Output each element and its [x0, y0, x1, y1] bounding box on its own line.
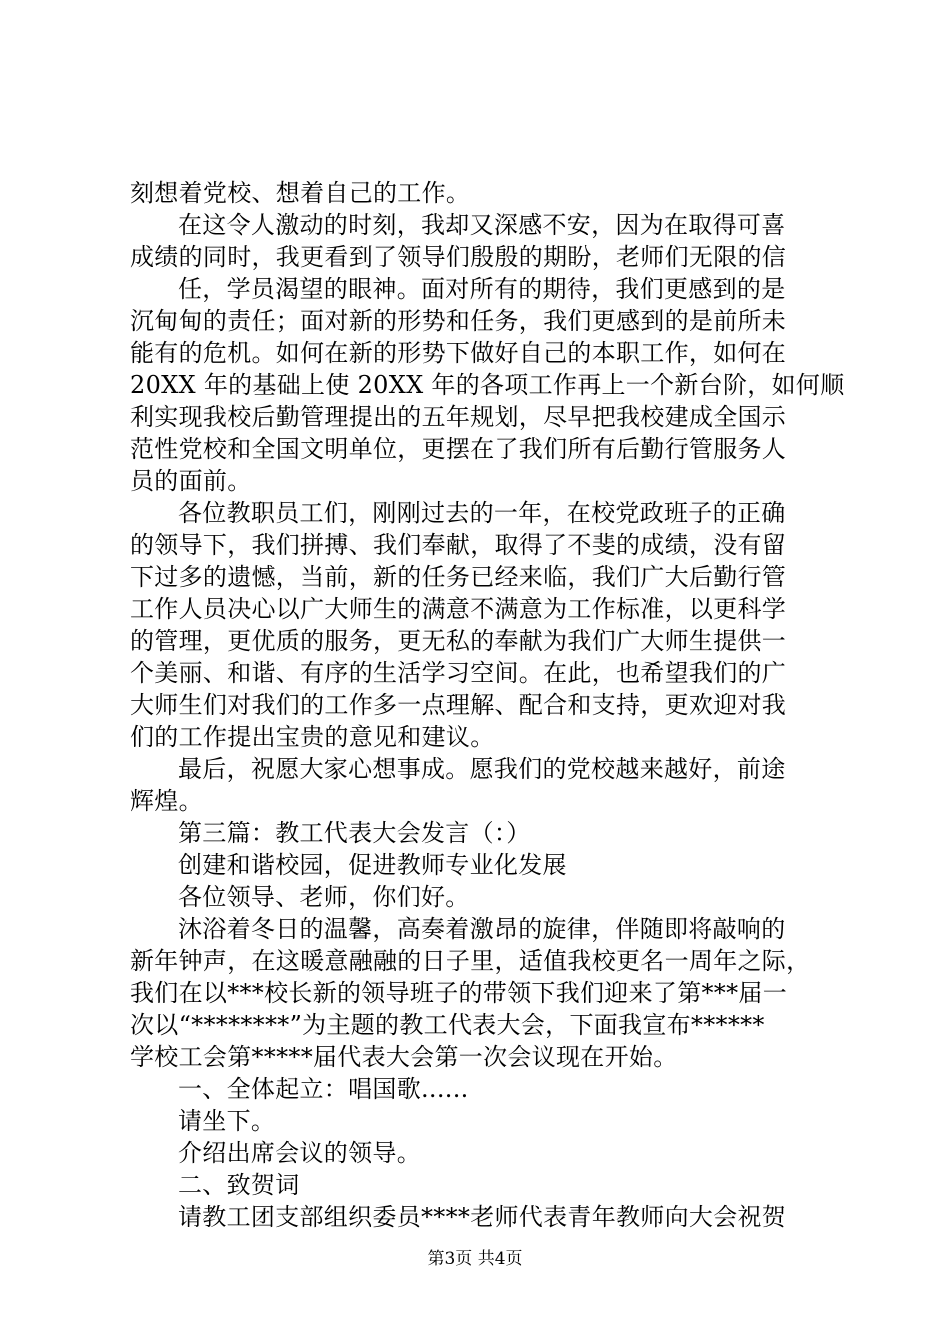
text-line: 下过多的遗憾，当前，新的任务已经来临，我们广大后勤行管: [130, 563, 787, 591]
text-line: 介绍出席会议的领导。: [178, 1139, 421, 1167]
text-line: 各位教职员工们，刚刚过去的一年，在校党政班子的正确: [178, 499, 786, 527]
text-line: 能有的危机。如何在新的形势下做好自己的本职工作，如何在: [130, 339, 787, 367]
text-line: 的管理，更优质的服务，更无私的奉献为我们广大师生提供一: [130, 627, 787, 655]
text-line: 学校工会第*****届代表大会第一次会议现在开始。: [130, 1043, 678, 1071]
text-line: 范性党校和全国文明单位，更摆在了我们所有后勤行管服务人: [130, 435, 787, 463]
text-line: 工作人员决心以广大师生的满意不满意为工作标准，以更科学: [130, 595, 787, 623]
text-line: 各位领导、老师，你们好。: [178, 883, 470, 911]
text-line: 我们在以***校长新的领导班子的带领下我们迎来了第***届一: [130, 979, 787, 1007]
text-line: 沐浴着冬日的温馨，高奏着激昂的旋律，伴随即将敲响的: [178, 915, 786, 943]
text-line: 们的工作提出宝贵的意见和建议。: [130, 723, 495, 751]
text-line: 沉甸甸的责任；面对新的形势和任务，我们更感到的是前所未: [130, 307, 787, 335]
text-line: 个美丽、和谐、有序的生活学习空间。在此，也希望我们的广: [130, 659, 787, 687]
text-line: 辉煌。: [130, 787, 203, 815]
text-line: 最后，祝愿大家心想事成。愿我们的党校越来越好，前途: [178, 755, 786, 783]
text-line: 新年钟声，在这暖意融融的日子里，适值我校更名一周年之际，: [130, 947, 811, 975]
text-line: 员的面前。: [130, 467, 252, 495]
text-line: 大师生们对我们的工作多一点理解、配合和支持，更欢迎对我: [130, 691, 787, 719]
text-line: 刻想着党校、想着自己的工作。: [130, 179, 471, 207]
section-heading: 第三篇：教工代表大会发言（：）: [178, 819, 531, 847]
text-line: 20XX 年的基础上使 20XX 年的各项工作再上一个新台阶，如何顺: [130, 371, 845, 399]
text-line: 请教工团支部组织委员****老师代表青年教师向大会祝贺: [178, 1203, 787, 1231]
text-line: 利实现我校后勤管理提出的五年规划，尽早把我校建成全国示: [130, 403, 787, 431]
text-line: 任，学员渴望的眼神。面对所有的期待，我们更感到的是: [178, 275, 786, 303]
text-line: 请坐下。: [178, 1107, 276, 1135]
text-line: 次以“********”为主题的教工代表大会，下面我宣布******: [130, 1011, 765, 1039]
text-line: 二、致贺词: [178, 1171, 300, 1199]
text-line: 成绩的同时，我更看到了领导们殷殷的期盼，老师们无限的信: [130, 243, 787, 271]
text-line: 一、全体起立：唱国歌......: [178, 1075, 469, 1103]
text-line: 的领导下，我们拼搏、我们奉献，取得了不斐的成绩，没有留: [130, 531, 787, 559]
speech-title: 创建和谐校园，促进教师专业化发展: [178, 851, 567, 879]
text-line: 在这令人激动的时刻，我却又深感不安，因为在取得可喜: [178, 211, 786, 239]
page-footer: 第3页 共4页: [427, 1249, 523, 1269]
